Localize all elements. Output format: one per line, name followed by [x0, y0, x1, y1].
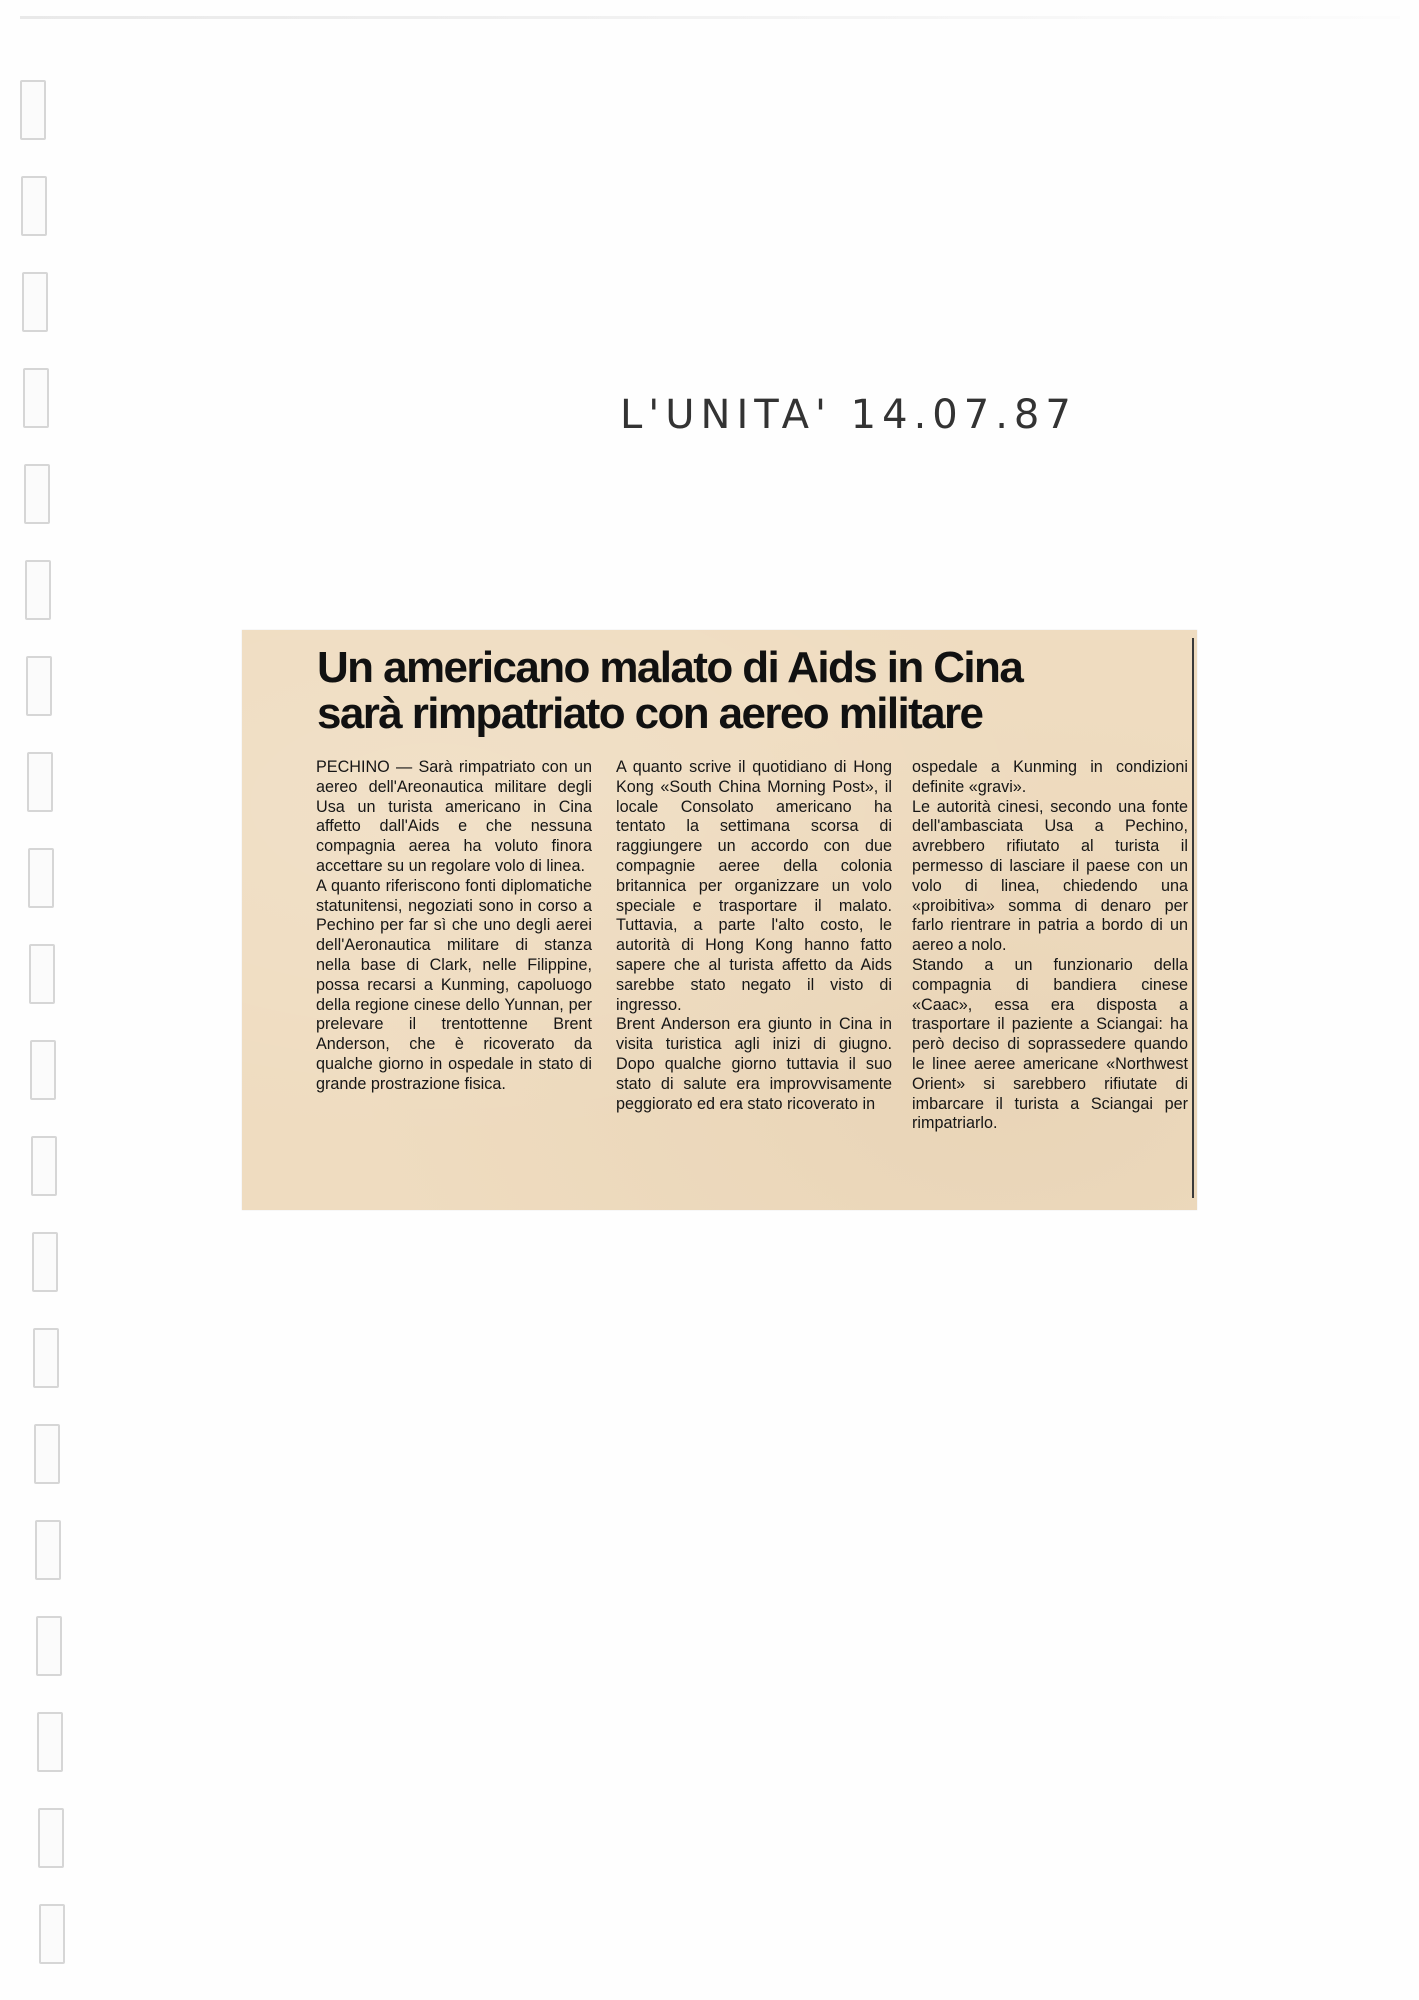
- headline-line-2: sarà rimpatriato con aereo militare: [317, 689, 983, 738]
- binder-hole: [23, 368, 49, 428]
- binder-hole: [28, 848, 54, 908]
- binder-hole: [26, 656, 52, 716]
- handwritten-source-note: L'UNITA' 14.07.87: [620, 392, 1077, 438]
- paragraph: ospedale a Kunming in condizioni definite «gravi».: [912, 758, 1188, 796]
- binder-hole: [31, 1136, 57, 1196]
- binder-hole: [22, 272, 48, 332]
- binder-holes: [18, 60, 88, 1980]
- binder-hole: [24, 464, 50, 524]
- binder-hole: [30, 1040, 56, 1100]
- binder-hole: [35, 1520, 61, 1580]
- binder-hole: [33, 1328, 59, 1388]
- paragraph: [316, 758, 592, 877]
- paragraph: A quanto scrive il quotidiano di Hong Kong «South China Morning Post», il locale Consolato americano ha tentato la settimana scorsa di raggiungere un accordo con due compagnie aeree della colonia britannica per organizzare un volo speciale e trasportare il malato. Tuttavia, a parte l'alto costo, le autorità di Hong Kong hanno fatto sapere che al turista affetto da Aids sarebbe stato negato il visto di ingresso.: [616, 758, 892, 1014]
- page-top-edge: [20, 16, 1400, 19]
- article-column-1: [316, 758, 592, 1095]
- headline-line-1: Un americano malato di Aids in Cina: [317, 643, 1023, 692]
- binder-hole: [36, 1616, 62, 1676]
- newspaper-clipping: [242, 630, 1197, 1210]
- paragraph: Stando a un funzionario della compagnia di bandiera cinese «Caac», essa era disposta a trasportare il paziente a Sciangai: ha però deciso di soprassedere quando le linee aeree americane «Northwest Orient» si sarebbero rifiutate di imbarcare il turista a Sciangai per rimpatriarlo.: [912, 955, 1188, 1133]
- article-headline: [317, 645, 1177, 737]
- article-column-3: [912, 758, 1188, 1134]
- binder-hole: [20, 80, 46, 140]
- binder-hole: [38, 1808, 64, 1868]
- binder-hole: [25, 560, 51, 620]
- binder-hole: [37, 1712, 63, 1772]
- binder-hole: [32, 1232, 58, 1292]
- binder-hole: [29, 944, 55, 1004]
- binder-hole: [39, 1904, 65, 1964]
- dateline: PECHINO —: [316, 758, 413, 776]
- paragraph-text: Sarà rimpatriato con un aereo dell'Areonautica militare degli Usa un turista americano in Cina affetto dall'Aids e che nessuna compagnia aerea ha voluto finora accettare su un regolare volo di linea.: [316, 758, 592, 875]
- binder-hole: [21, 176, 47, 236]
- article-column-2: [616, 758, 892, 1114]
- paragraph: A quanto riferiscono fonti diplomatiche statunitensi, negoziati sono in corso a Pechino per far sì che uno degli aerei dell'Aeronautica militare di stanza nella base di Clark, nelle Filippine, possa recarsi a Kunming, capoluogo della regione cinese dello Yunnan, per prelevare il trentottenne Brent Anderson, che è ricoverato da qualche giorno in ospedale in stato di grande prostrazione fisica.: [316, 876, 592, 1093]
- binder-hole: [27, 752, 53, 812]
- binder-hole: [34, 1424, 60, 1484]
- paragraph: Brent Anderson era giunto in Cina in visita turistica agli inizi di giugno. Dopo qualche giorno tuttavia il suo stato di salute era improvvisamente peggiorato ed era stato ricoverato in: [616, 1015, 892, 1113]
- paragraph: Le autorità cinesi, secondo una fonte dell'ambasciata Usa a Pechino, avrebbero rifiutato al turista il permesso di lasciare il paese con un volo di linea, chiedendo una «proibitiva» somma di denaro per farlo rientrare in patria a bordo di un aereo a nolo.: [912, 797, 1188, 955]
- column-rule: [1192, 638, 1194, 1198]
